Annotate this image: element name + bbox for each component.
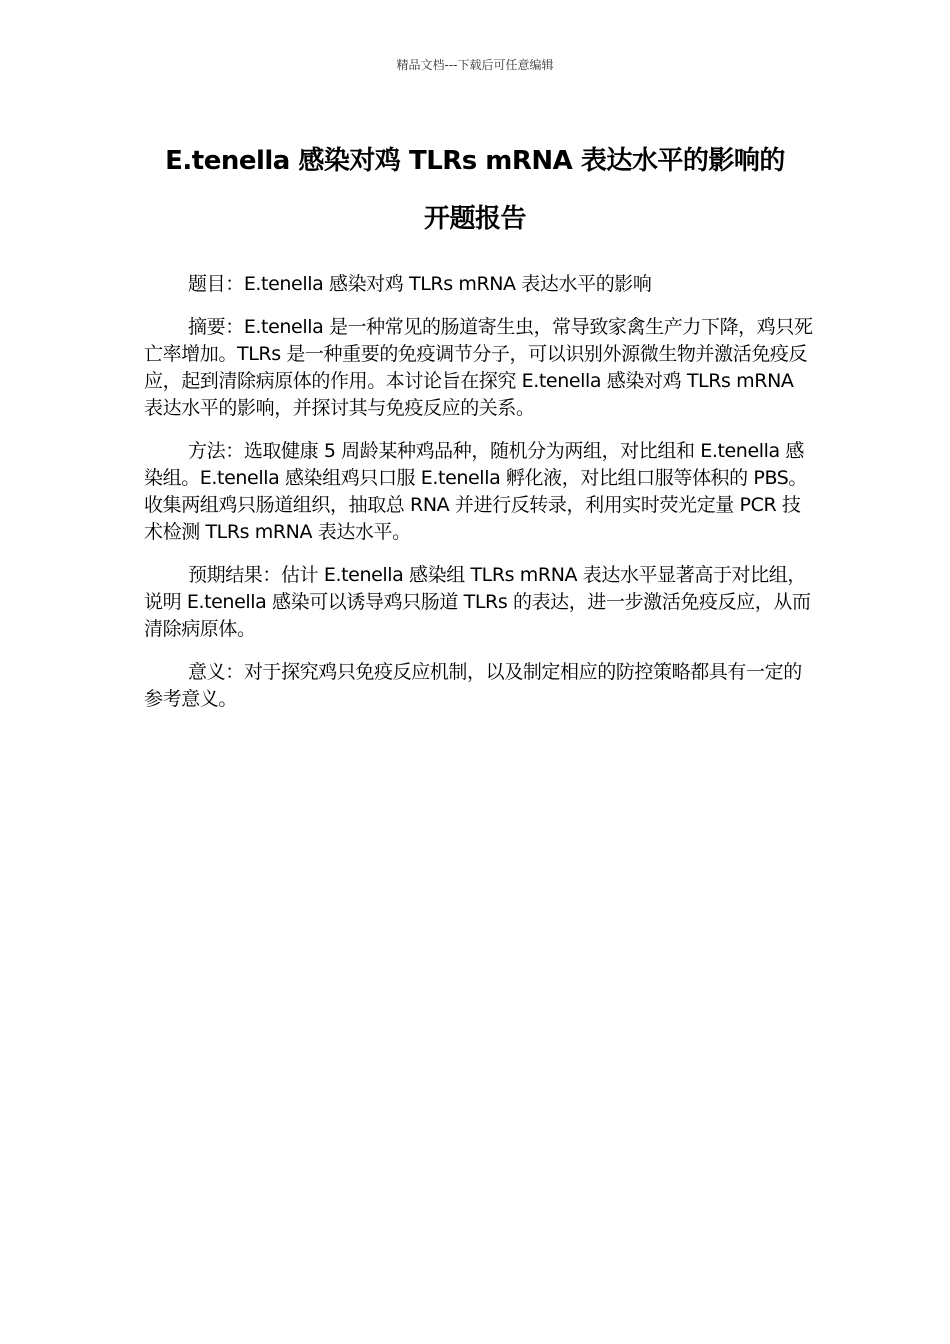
document-title [0,132,950,248]
section-text: E.tenella 感染对鸡 TLRs mRNA 表达水平的影响 [243,273,652,295]
section-significance [144,659,816,713]
header-text: 精品文档---下载后可任意编辑 [396,58,554,72]
section-expected-results [144,562,816,643]
title-line-1: E.tenella 感染对鸡 TLRs mRNA 表达水平的影响的 [165,146,785,176]
document-body [144,271,816,729]
section-text: E.tenella 是一种常见的肠道寄生虫，常导致家禽生产力下降，鸡只死亡率增加。TLRs 是一种重要的免疫调节分子，可以识别外源微生物并激活免疫反应，起到清除病原体的作用。本讨论旨在探究 E.tenella 感染对鸡 TLRs mRNA 表达水平的影响，并探讨其与免疫反应的关系。 [144,316,813,419]
section-method [144,438,816,546]
section-label: 预期结果： [188,564,282,586]
section-label: 题目： [188,273,244,295]
section-text: 选取健康 5 周龄某种鸡品种，随机分为两组，对比组和 E.tenella 感染组。E.tenella 感染组鸡只口服 E.tenella 孵化液，对比组口服等体积的 PBS。收集两组鸡只肠道组织，抽取总 RNA 并进行反转录，利用实时荧光定量 PCR 技术检测 TLRs mRNA 表达水平。 [144,440,808,543]
section-abstract [144,314,816,422]
section-label: 方法： [188,440,244,462]
title-line-2: 开题报告 [423,204,526,234]
section-label: 摘要： [188,316,244,338]
section-label: 意义： [188,661,244,683]
page-header [0,57,950,73]
section-topic [144,271,816,298]
section-text: 估计 E.tenella 感染组 TLRs mRNA 表达水平显著高于对比组，说明 E.tenella 感染可以诱导鸡只肠道 TLRs 的表达，进一步激活免疫反应，从而清除病原体。 [144,564,811,640]
section-text: 对于探究鸡只免疫反应机制，以及制定相应的防控策略都具有一定的参考意义。 [144,661,802,710]
